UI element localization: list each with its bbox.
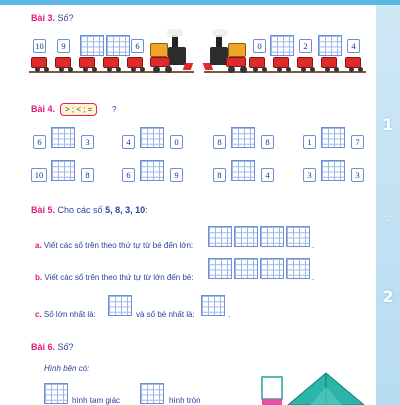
compare-right-number: 4: [261, 168, 274, 182]
bai6-intro: Hình bên có:: [44, 364, 90, 373]
compare-answer-box[interactable]: [140, 160, 164, 181]
order-answer-box[interactable]: [234, 258, 258, 279]
train-cell[interactable]: 0: [253, 39, 266, 53]
compare-answer-box[interactable]: [321, 160, 345, 181]
bai5-number: Bài 5.: [31, 205, 56, 215]
bai6-number: Bài 6.: [31, 342, 56, 352]
bai4-heading: [31, 104, 55, 114]
worksheet-page: 1 ☆ 2 Bài 3. Số? 10 9 6 0 2 4 Bài 4. > ; < ; = ? 6 3 4 0 8 8 1 7 10 8 6 9 8 4 3 3 Bài 5. Cho các số 5, 8, 3, 10: a. Viết các số trên theo thứ tự từ bé đến lớn: . b. Viết các số trên theo thứ tự từ lớn đến bé: . c. Số lớn nhất là: và số bé nhất là: . Bài 6. Số? Hình bên có: hình tam giác hình tròn: [0, 0, 400, 400]
compare-left-number: 1: [303, 135, 316, 149]
compare-answer-box[interactable]: [231, 127, 255, 148]
train-answer-box[interactable]: [270, 35, 294, 56]
compare-left-number: 6: [33, 135, 46, 149]
bai5-a-label: a.: [35, 241, 42, 250]
compare-answer-box[interactable]: [51, 127, 75, 148]
side-decoration: [376, 5, 400, 405]
compare-right-number: 7: [351, 135, 364, 149]
circle-count-box[interactable]: [140, 383, 164, 404]
pink-rectangle-shape: [262, 399, 282, 405]
bai5-b: [35, 273, 194, 282]
compare-answer-box[interactable]: [140, 127, 164, 148]
bai5-c: [35, 310, 96, 319]
bai5-c-text2: và số bé nhất là:: [136, 310, 195, 319]
bai5-colon: :: [145, 205, 148, 215]
order-answer-box[interactable]: [286, 226, 310, 247]
compare-right-number: 8: [261, 135, 274, 149]
order-answer-box[interactable]: [208, 258, 232, 279]
train-cell[interactable]: 4: [347, 39, 360, 53]
bai5-a-text: Viết các số trên theo thứ tự từ bé đến lớn:: [43, 241, 194, 250]
square-shape: [262, 377, 282, 399]
smallest-answer-box[interactable]: [201, 295, 225, 316]
bai6-heading: [31, 342, 74, 352]
order-answer-box[interactable]: [260, 226, 284, 247]
train-answer-box[interactable]: [106, 35, 130, 56]
bai3-number: Bài 3.: [31, 13, 56, 23]
compare-right-number: 9: [170, 168, 183, 182]
train-cell[interactable]: 9: [57, 39, 70, 53]
bai6-item1: hình tam giác: [72, 396, 121, 405]
bai6-item2: hình tròn: [169, 396, 201, 405]
compare-right-number: 3: [351, 168, 364, 182]
compare-right-number: 0: [170, 135, 183, 149]
shapes-figure: [258, 371, 368, 405]
train-answer-box[interactable]: [318, 35, 342, 56]
compare-left-number: 8: [213, 135, 226, 149]
order-answer-box[interactable]: [260, 258, 284, 279]
compare-right-number: 3: [81, 135, 94, 149]
order-answer-box[interactable]: [286, 258, 310, 279]
bai6-title: Số?: [57, 342, 74, 352]
compare-left-number: 8: [213, 168, 226, 182]
bai5-c-text1: Số lớn nhất là:: [43, 310, 96, 319]
train-cell[interactable]: 6: [131, 39, 144, 53]
bai5-intro: Cho các số: [57, 205, 103, 215]
compare-left-number: 3: [303, 168, 316, 182]
compare-answer-box[interactable]: [231, 160, 255, 181]
bai5-c-label: c.: [35, 310, 42, 319]
largest-answer-box[interactable]: [108, 295, 132, 316]
compare-right-number: 8: [81, 168, 94, 182]
comparison-signs-badge: > ; < ; =: [60, 103, 97, 116]
compare-left-number: 10: [31, 168, 47, 182]
bai3-title: Số?: [57, 13, 74, 23]
side-number-2: 2: [382, 287, 394, 306]
bai5-b-text: Viết các số trên theo thứ tự từ lớn đến bé:: [44, 273, 194, 282]
bai5-numbers: 5, 8, 3, 10: [105, 205, 146, 215]
compare-answer-box[interactable]: [51, 160, 75, 181]
compare-left-number: 4: [122, 135, 135, 149]
order-answer-box[interactable]: [208, 226, 232, 247]
train-answer-box[interactable]: [80, 35, 104, 56]
compare-left-number: 6: [122, 168, 135, 182]
bai5-heading: [31, 205, 148, 215]
bai4-question-mark: ?: [112, 105, 117, 114]
star-icon: ☆: [382, 211, 394, 225]
train-cell[interactable]: 2: [299, 39, 312, 53]
order-answer-box[interactable]: [234, 226, 258, 247]
side-number-1: 1: [382, 115, 394, 134]
bai5-a: [35, 241, 193, 250]
train-cell[interactable]: 10: [33, 39, 46, 53]
triangle-count-box[interactable]: [44, 383, 68, 404]
bai5-b-label: b.: [35, 273, 43, 282]
bai3-heading: [31, 13, 74, 23]
bai4-number: Bài 4.: [31, 104, 56, 114]
compare-answer-box[interactable]: [321, 127, 345, 148]
